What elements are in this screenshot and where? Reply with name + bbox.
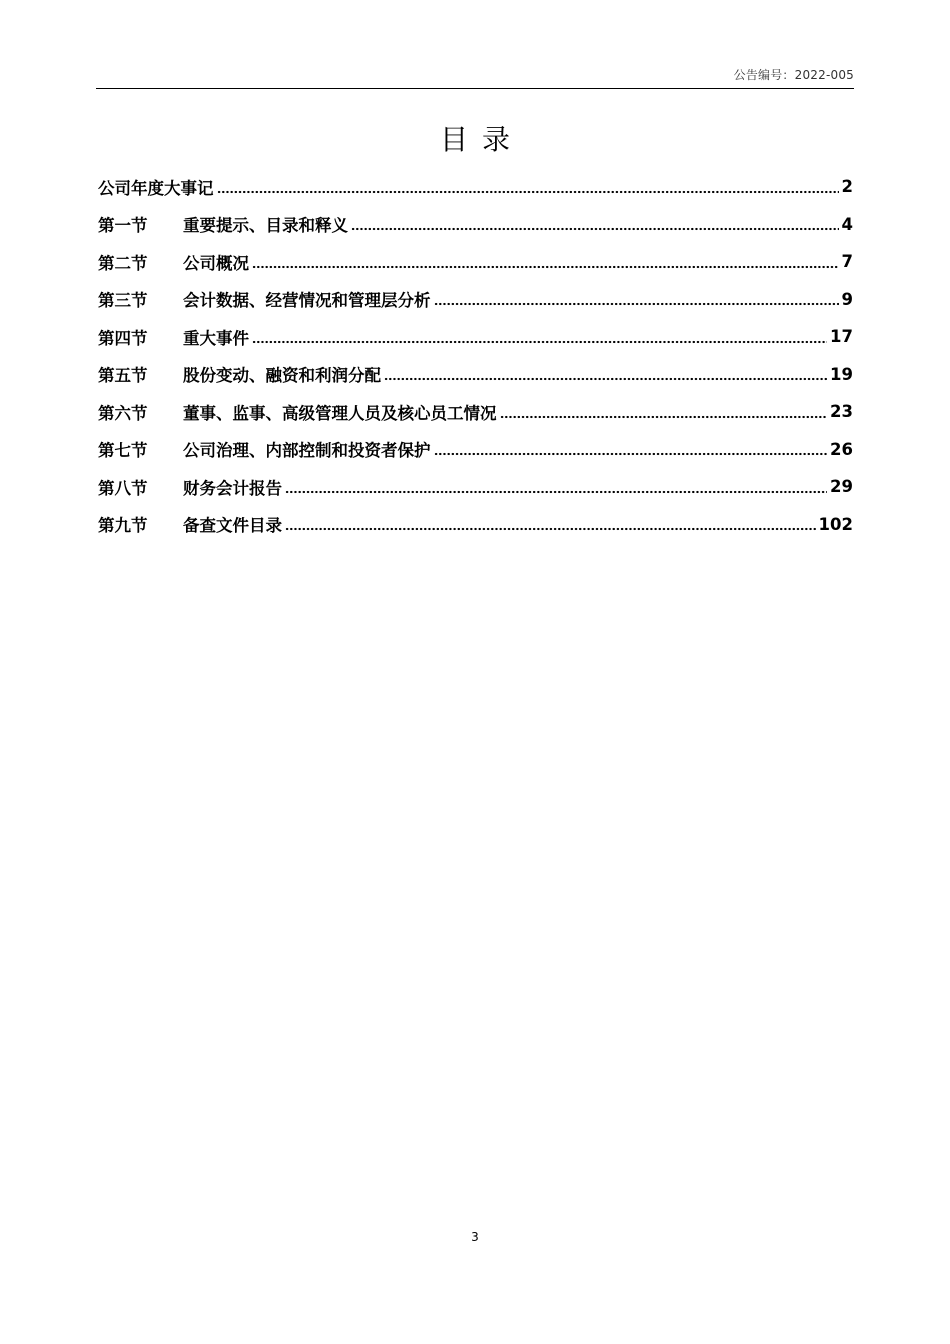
dot-leader	[351, 226, 839, 232]
toc-entry-section-9[interactable]	[98, 506, 853, 544]
dot-leader	[252, 264, 839, 270]
dot-leader	[384, 376, 827, 382]
toc-entry-name: 重大事件	[183, 328, 249, 348]
toc-entry-name: 公司治理、内部控制和投资者保护	[183, 441, 431, 461]
toc-entry-section: 第二节	[98, 253, 148, 273]
header-divider	[96, 88, 854, 89]
toc-entry-page: 29	[830, 477, 853, 497]
dot-leader	[434, 451, 828, 457]
page-number: 3	[471, 1230, 479, 1244]
toc-entry-page: 26	[830, 439, 853, 459]
toc-entry-name: 董事、监事、高级管理人员及核心员工情况	[183, 403, 497, 423]
toc-entry-name: 股份变动、融资和利润分配	[183, 366, 381, 386]
toc-entry-name: 财务会计报告	[183, 478, 282, 498]
toc-entry-section-8[interactable]	[98, 468, 853, 506]
toc-entry-section-3[interactable]	[98, 281, 853, 319]
announcement-code: 公告编号：2022-005	[733, 68, 854, 82]
toc-entry-name: 会计数据、经营情况和管理层分析	[183, 291, 431, 311]
toc-entry-section: 第四节	[98, 328, 148, 348]
dot-leader	[252, 339, 827, 345]
toc-entry-section-2[interactable]	[98, 243, 853, 281]
dot-leader	[285, 526, 816, 532]
toc-entry-section: 第三节	[98, 291, 148, 311]
toc-entry-section: 第六节	[98, 403, 148, 423]
toc-entry-page: 2	[841, 177, 853, 197]
toc-entry-page: 17	[830, 327, 853, 347]
toc-entry-section: 第五节	[98, 366, 148, 386]
toc-entry-section-7[interactable]	[98, 431, 853, 469]
toc-entry-section-6[interactable]	[98, 393, 853, 431]
toc-entry-name: 公司年度大事记	[98, 178, 214, 198]
toc-entry-name: 公司概况	[183, 253, 249, 273]
toc-entry-page: 23	[830, 402, 853, 422]
toc-entry-section-1[interactable]	[98, 206, 853, 244]
toc-entry-page: 7	[841, 252, 853, 272]
toc-title: 目录	[439, 123, 524, 156]
toc-entry-page: 9	[841, 289, 853, 309]
toc-entry-section: 第七节	[98, 441, 148, 461]
toc-entry-section: 第八节	[98, 478, 148, 498]
toc-entry-page: 102	[818, 514, 853, 534]
toc-entry-name: 重要提示、目录和释义	[183, 216, 348, 236]
toc-entry-section: 第九节	[98, 516, 148, 536]
toc-entry-page: 19	[830, 364, 853, 384]
toc-entry-name: 备查文件目录	[183, 516, 282, 536]
dot-leader	[500, 414, 828, 420]
dot-leader	[285, 489, 827, 495]
toc-entry-highlights[interactable]	[98, 168, 853, 206]
toc-entry-section: 第一节	[98, 216, 148, 236]
dot-leader	[217, 189, 839, 195]
toc-entry-page: 4	[841, 214, 853, 234]
toc-entry-section-4[interactable]	[98, 318, 853, 356]
toc-entry-section-5[interactable]	[98, 356, 853, 394]
dot-leader	[434, 301, 839, 307]
table-of-contents	[98, 168, 853, 543]
